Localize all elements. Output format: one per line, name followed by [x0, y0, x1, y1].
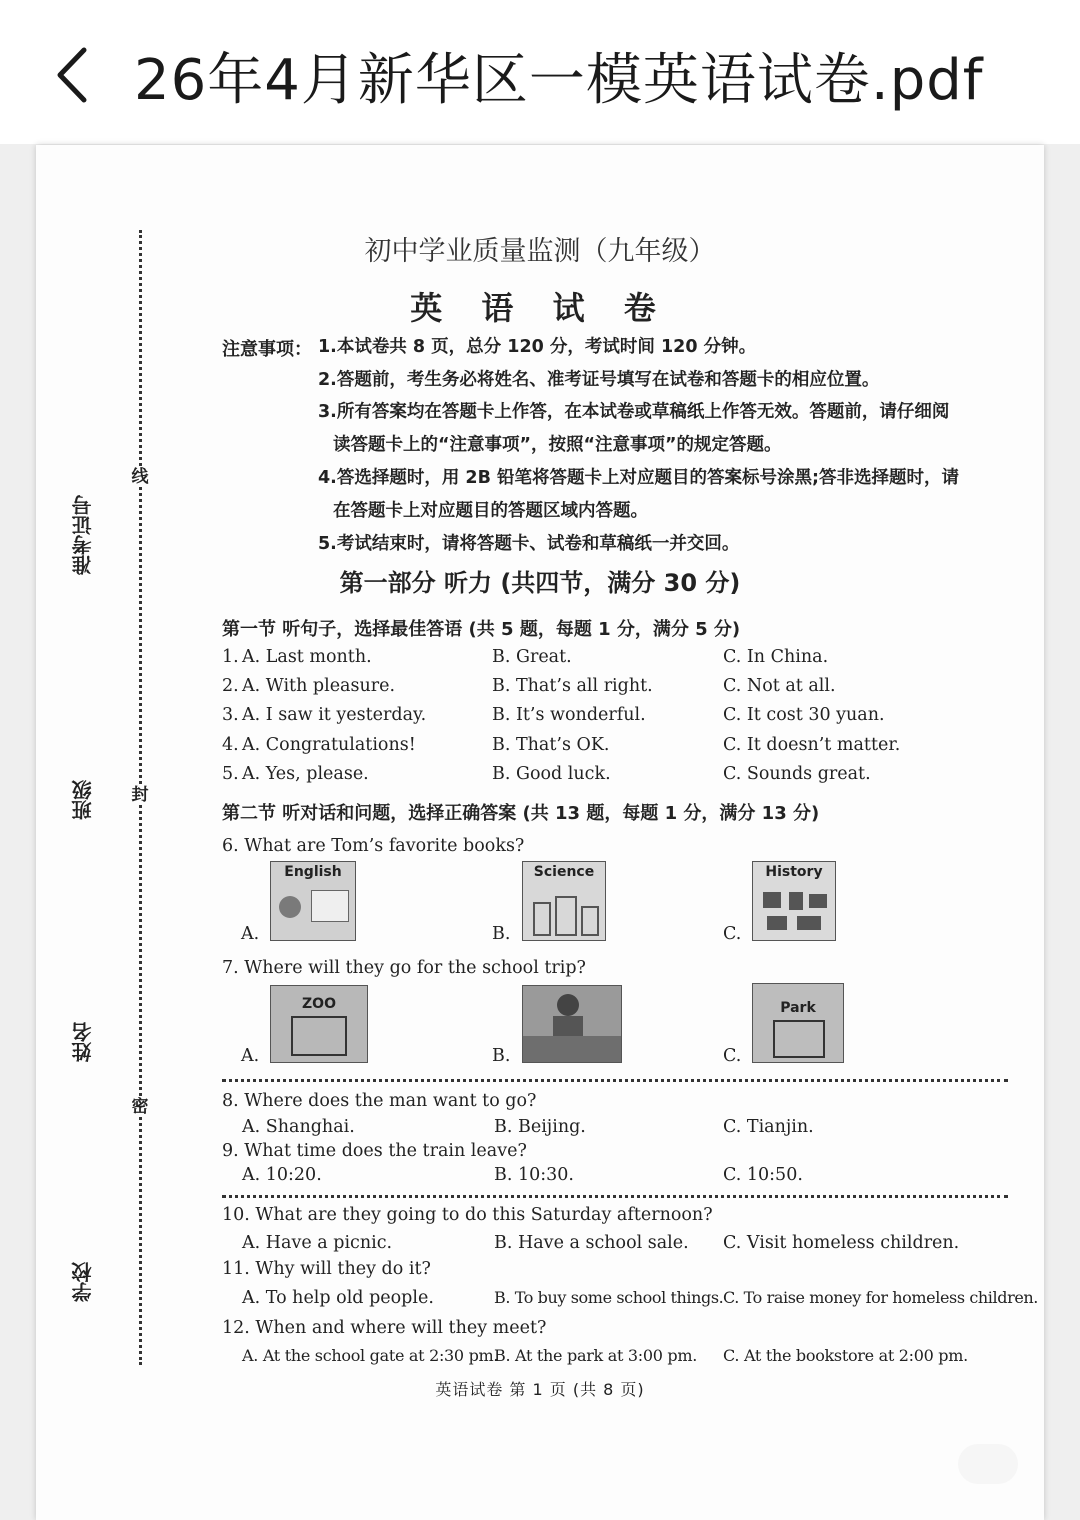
- option-a: A. At the school gate at 2:30 pm.: [242, 1346, 499, 1365]
- option-label: C.: [723, 1046, 742, 1066]
- english-book-image: English: [270, 861, 356, 941]
- option-label: C.: [723, 924, 742, 944]
- option-b: B. To buy some school things.: [494, 1288, 724, 1307]
- field-name: 姓名: [71, 1022, 95, 1062]
- pdf-page[interactable]: [36, 145, 1044, 1520]
- option-c: C. Visit homeless children.: [723, 1233, 960, 1253]
- question-row: 4. A. Congratulations! B. That’s OK. C. It doesn’t matter.: [222, 735, 901, 755]
- option-c: C. To raise money for homeless children.: [723, 1288, 1038, 1307]
- question-9: 9. What time does the train leave?: [222, 1141, 527, 1161]
- section-2-title: 第二节 听对话和问题，选择正确答案 (共 13 题，每题 1 分，满分 13 分): [222, 803, 820, 824]
- notes-label: 注意事项：: [222, 339, 312, 360]
- option-b: B. Beijing.: [494, 1117, 586, 1137]
- question-row: 1. A. Last month. B. Great. C. In China.: [222, 647, 829, 667]
- option-c: C. 10:50.: [723, 1165, 803, 1185]
- section-1-title: 第一节 听句子，选择最佳答语 (共 5 题，每题 1 分，满分 5 分): [222, 619, 741, 640]
- question-6: 6. What are Tom’s favorite books?: [222, 836, 525, 856]
- mountain-scene-image: [522, 985, 622, 1063]
- option-c: C. Tianjin.: [723, 1117, 814, 1137]
- option-b: B. At the park at 3:00 pm.: [494, 1346, 697, 1365]
- cut-dotted-line: [222, 1195, 1008, 1198]
- option-b: B. Have a school sale.: [494, 1233, 689, 1253]
- park-gate-image: Park: [752, 983, 844, 1063]
- history-book-image: History: [752, 861, 836, 941]
- question-12: 12. When and where will they meet?: [222, 1318, 547, 1338]
- zoo-gate-image: ZOO: [270, 985, 368, 1063]
- question-11: 11. Why will they do it?: [222, 1259, 431, 1279]
- seal-char-xian: 线: [131, 467, 149, 487]
- option-label: A.: [241, 1046, 260, 1066]
- question-8: 8. Where does the man want to go?: [222, 1091, 537, 1111]
- option-a: A. To help old people.: [242, 1288, 434, 1308]
- seal-char-feng: 封: [131, 785, 149, 805]
- document-title: 26年4月新华区一模英语试卷.pdf: [134, 48, 984, 113]
- note-3: 3.所有答案均在答题卡上作答，在本试卷或草稿纸上作答无效。答题前，请仔细阅 读答题卡上的“注意事项”，按照“注意事项”的规定答题。: [318, 402, 950, 455]
- part-1-title: 第一部分 听力 (共四节，满分 30 分): [339, 569, 741, 597]
- top-bar: [0, 0, 1080, 144]
- option-b: B. 10:30.: [494, 1165, 574, 1185]
- note-2: 2.答题前，考生务必将姓名、准考证号填写在试卷和答题卡的相应位置。: [318, 370, 880, 390]
- field-exam-number: 准考证号: [71, 495, 95, 575]
- field-class: 班级: [71, 780, 95, 820]
- question-row: 3. A. I saw it yesterday. B. It’s wonderful. C. It cost 30 yuan.: [222, 705, 885, 725]
- note-5: 5.考试结束时，请将答题卡、试卷和草稿纸一并交回。: [318, 534, 740, 554]
- option-c: C. At the bookstore at 2:00 pm.: [723, 1346, 968, 1365]
- back-button[interactable]: [50, 40, 94, 110]
- seal-char-mi: 密: [131, 1097, 149, 1117]
- option-label: B.: [492, 1046, 511, 1066]
- question-7: 7. Where will they go for the school trip?: [222, 958, 586, 978]
- option-a: A. Shanghai.: [242, 1117, 355, 1137]
- question-10: 10. What are they going to do this Saturday afternoon?: [222, 1205, 713, 1225]
- watermark-bubble: [958, 1444, 1018, 1484]
- note-4: 4.答选择题时，用 2B 铅笔将答题卡上对应题目的答案标号涂黑;答非选择题时，请 在答题卡上对应题目的答题区域内答题。: [318, 468, 960, 521]
- page-footer: 英语试卷 第 1 页 (共 8 页): [435, 1380, 645, 1399]
- field-school: 学校: [71, 1262, 95, 1302]
- note-1: 1.本试卷共 8 页，总分 120 分，考试时间 120 分钟。: [318, 337, 757, 357]
- option-a: A. Have a picnic.: [242, 1233, 393, 1253]
- question-row: 2. A. With pleasure. B. That’s all right. C. Not at all.: [222, 676, 836, 696]
- chevron-left-icon: [50, 40, 94, 110]
- question-row: 5. A. Yes, please. B. Good luck. C. Sounds great.: [222, 764, 871, 784]
- cut-dotted-line: [222, 1079, 1008, 1082]
- option-a: A. 10:20.: [242, 1165, 322, 1185]
- option-label: A.: [241, 924, 260, 944]
- option-label: B.: [492, 924, 511, 944]
- exam-title: 英 语 试 卷: [410, 289, 670, 327]
- exam-subtitle: 初中学业质量监测（九年级）: [364, 236, 716, 267]
- science-book-image: Science: [522, 861, 606, 941]
